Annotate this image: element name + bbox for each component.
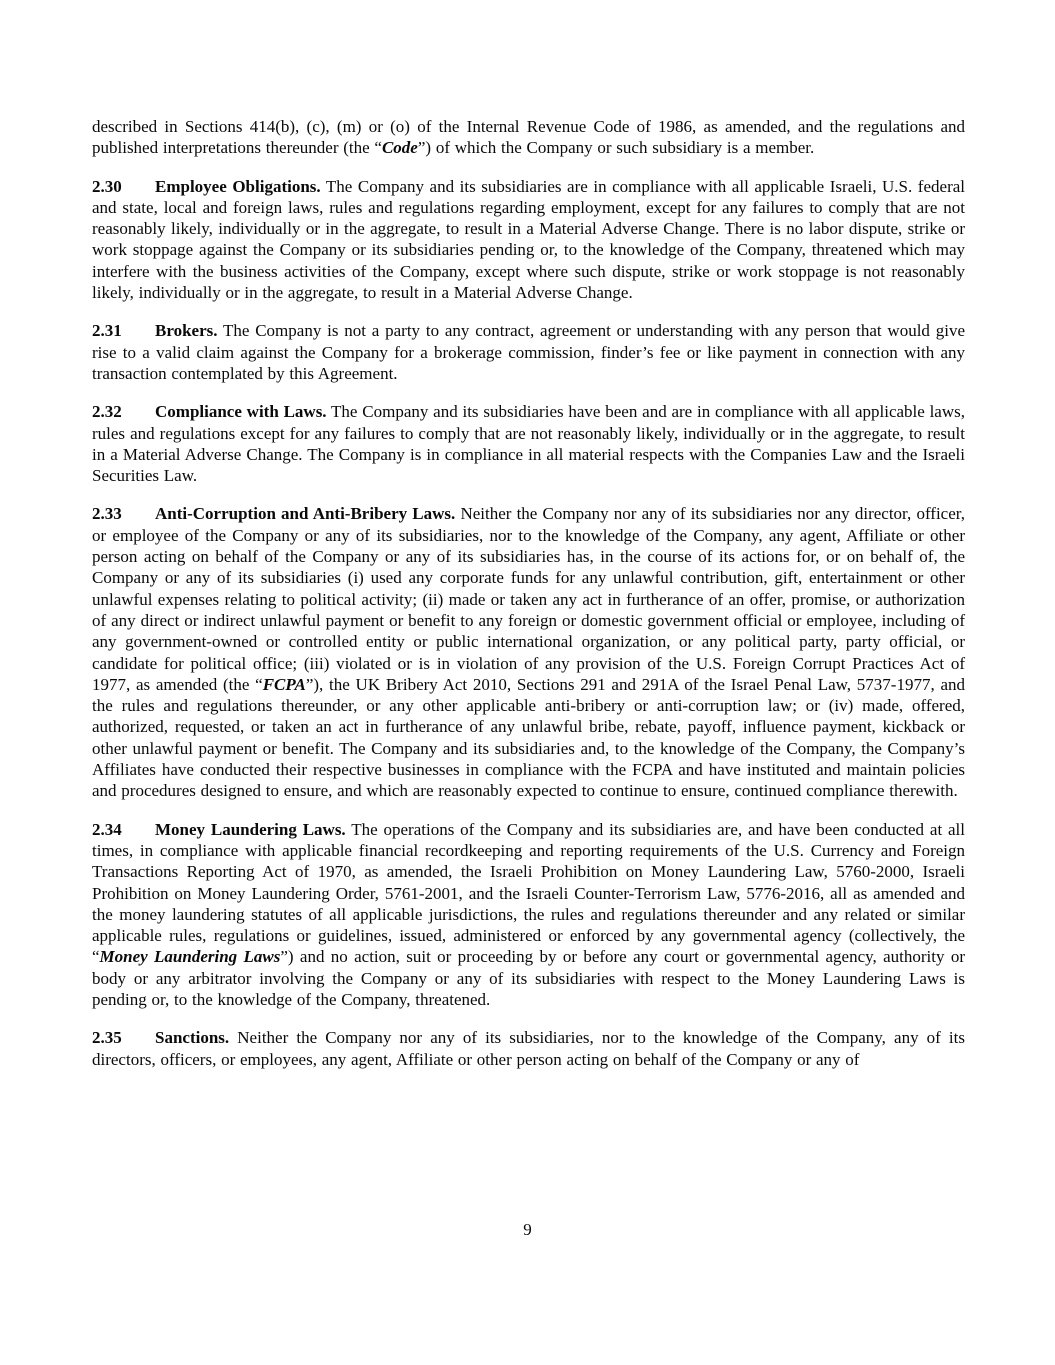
body-text: ”) and no action, suit or proceeding by or before any court or governmental agency, authority or body or any arbitrator involving the Company or any of its subsidiaries with respect to the Money Laundering Laws is pending or, to the knowledge of the Company, threatened. <box>92 947 965 1009</box>
section-paragraph-2.34 <box>92 819 965 1011</box>
section-number: 2.35 <box>92 1028 122 1048</box>
body-text: The Company and its subsidiaries are in compliance with all applicable Israeli, U.S. federal and state, local and foreign laws, rules and regulations regarding employment, except for any failures to comply that are not reasonably likely, individually or in the aggregate, to result in a Material Adverse Change. There is no labor dispute, strike or work stoppage against the Company or its subsidiaries pending or, to the knowledge of the Company, threatened which may interfere with the business activities of the Company, except where such dispute, strike or work stoppage is not reasonably likely, individually or in the aggregate, to result in a Material Adverse Change. <box>92 176 965 303</box>
section-paragraph-2.32 <box>92 401 965 486</box>
defined-term: FCPA <box>262 674 306 694</box>
section-paragraph-2.31 <box>92 320 965 384</box>
defined-term: Code <box>381 138 418 158</box>
section-number: 2.31 <box>92 321 122 341</box>
section-number: 2.32 <box>92 402 122 422</box>
defined-term: Money Laundering Laws <box>99 947 281 967</box>
document-body <box>92 116 965 1087</box>
section-heading: Compliance with Laws. <box>155 402 327 422</box>
section-heading: Brokers. <box>155 321 218 341</box>
section-paragraph-2.35 <box>92 1027 965 1070</box>
continuation-paragraph <box>92 116 965 159</box>
body-text: The operations of the Company and its subsidiaries are, and have been conducted at all times, in compliance with applicable financial recordkeeping and reporting requirements of the U.S. Currency and Foreign Transactions Reporting Act of 1970, as amended, the Israeli Prohibition on Money Laundering Law, 5760-2000, Israeli Prohibition on Money Laundering Order, 5761-2001, and the Israeli Counter-Terrorism Law, 5776-2016, all as amended and the money laundering statutes of all applicable jurisdictions, the rules and regulations thereunder and any related or similar applicable rules, regulations or guidelines, issued, administered or enforced by any governmental agency (collectively, the “ <box>92 819 966 967</box>
section-paragraph-2.30 <box>92 176 965 304</box>
page-number: 9 <box>523 1220 532 1239</box>
section-heading: Employee Obligations. <box>155 176 321 196</box>
section-heading: Anti-Corruption and Anti-Bribery Laws. <box>155 504 456 524</box>
section-number: 2.34 <box>92 819 122 839</box>
body-text: Neither the Company nor any of its subsidiaries, nor to the knowledge of the Company, any of its directors, officers, or employees, any agent, Affiliate or other person acting on behalf of the Company or any of <box>92 1028 965 1069</box>
section-paragraph-2.33 <box>92 503 965 801</box>
body-text: described in Sections 414(b), (c), (m) or (o) of the Internal Revenue Code of 1986, as amended, and the regulations and published interpretations thereunder (the “ <box>92 117 965 158</box>
section-heading: Money Laundering Laws. <box>155 819 346 839</box>
section-number: 2.33 <box>92 504 122 524</box>
body-text: ”), the UK Bribery Act 2010, Sections 291 and 291A of the Israel Penal Law, 5737-1977, and the rules and regulations thereunder, or any other applicable anti-bribery or anti-corruption law; or (iv) made, offered, authorized, requested, or taken an act in furtherance of any unlawful bribe, rebate, payoff, influence payment, kickback or other unlawful payment or benefit. The Company and its subsidiaries and, to the knowledge of the Company, the Company’s Affiliates have conducted their respective businesses in compliance with the FCPA and have instituted and maintain policies and procedures designed to ensure, and which are reasonably expected to continue to ensure, continued compliance therewith. <box>92 674 965 801</box>
section-heading: Sanctions. <box>155 1028 230 1048</box>
body-text: The Company and its subsidiaries have been and are in compliance with all applicable laws, rules and regulations except for any failures to comply that are not reasonably likely, individually or in the aggregate, to result in a Material Adverse Change. The Company is in compliance in all material respects with the Companies Law and the Israeli Securities Law. <box>92 402 966 486</box>
section-number: 2.30 <box>92 176 122 196</box>
body-text: Neither the Company nor any of its subsidiaries nor any director, officer, or employee of the Company or any of its subsidiaries, nor to the knowledge of the Company, any agent, Affiliate or other person acting on behalf of the Company or any of its subsidiaries has, in the course of its actions for, or on behalf of, the Company or any of its subsidiaries (i) used any corporate funds for any unlawful contribution, gift, entertainment or other unlawful expenses relating to political activity; (ii) made or taken any act in furtherance of an offer, promise, or authorization of any direct or indirect unlawful payment or benefit to any foreign or domestic government official or employee, including of any government-owned or controlled entity or public international organization, or any political party, party official, or candidate for political office; (iii) violated or is in violation of any provision of the U.S. Foreign Corrupt Practices Act of 1977, as amended (the “ <box>92 504 966 694</box>
body-text: ”) of which the Company or such subsidiary is a member. <box>417 138 815 158</box>
body-text: The Company is not a party to any contract, agreement or understanding with any person that would give rise to a valid claim against the Company for a brokerage commission, finder’s fee or like payment in connection with any transaction contemplated by this Agreement. <box>92 321 965 383</box>
